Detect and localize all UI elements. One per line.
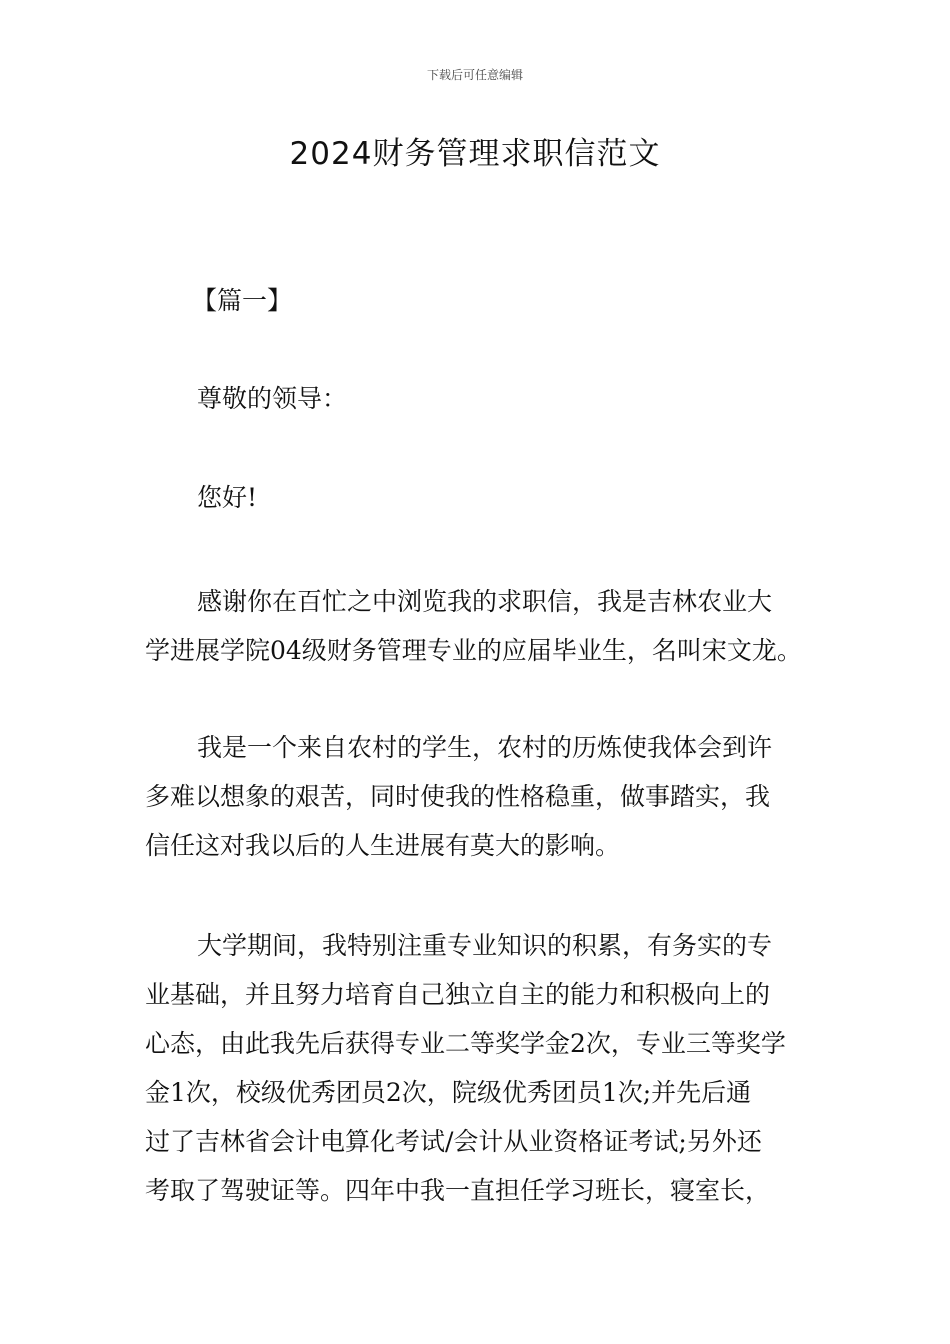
page-title: 2024财务管理求职信范文	[289, 136, 661, 172]
paragraph-line: 多难以想象的艰苦，同时使我的性格稳重，做事踏实，我	[145, 782, 771, 811]
salutation: 尊敬的领导：	[197, 384, 348, 413]
paragraph-line: 过了吉林省会计电算化考试/会计从业资格证考试;另外还	[145, 1127, 762, 1156]
paragraph-line: 金1次，校级优秀团员2次，院级优秀团员1次;并先后通	[145, 1078, 752, 1107]
paragraph-line: 大学期间，我特别注重专业知识的积累，有务实的专	[197, 931, 773, 960]
greeting: 您好!	[197, 483, 258, 512]
paragraph-3	[145, 921, 807, 1215]
section-label: 【篇一】	[192, 286, 293, 315]
paragraph-1	[145, 577, 807, 675]
paragraph-line: 学进展学院04级财务管理专业的应届毕业生，名叫宋文龙。	[145, 636, 802, 665]
paragraph-line: 考取了驾驶证等。四年中我一直担任学习班长，寝室长，	[145, 1176, 771, 1205]
paragraph-line: 业基础，并且努力培育自己独立自主的能力和积极向上的	[145, 980, 771, 1009]
paragraph-line: 心态，由此我先后获得专业二等奖学金2次，专业三等奖学	[145, 1029, 786, 1058]
paragraph-line: 我是一个来自农村的学生，农村的历炼使我体会到许	[197, 733, 773, 762]
paragraph-2	[145, 723, 807, 870]
paragraph-line: 信任这对我以后的人生进展有莫大的影响。	[145, 831, 621, 860]
paragraph-line: 感谢你在百忙之中浏览我的求职信，我是吉林农业大	[197, 587, 773, 616]
header-note: 下载后可任意编辑	[426, 68, 523, 82]
